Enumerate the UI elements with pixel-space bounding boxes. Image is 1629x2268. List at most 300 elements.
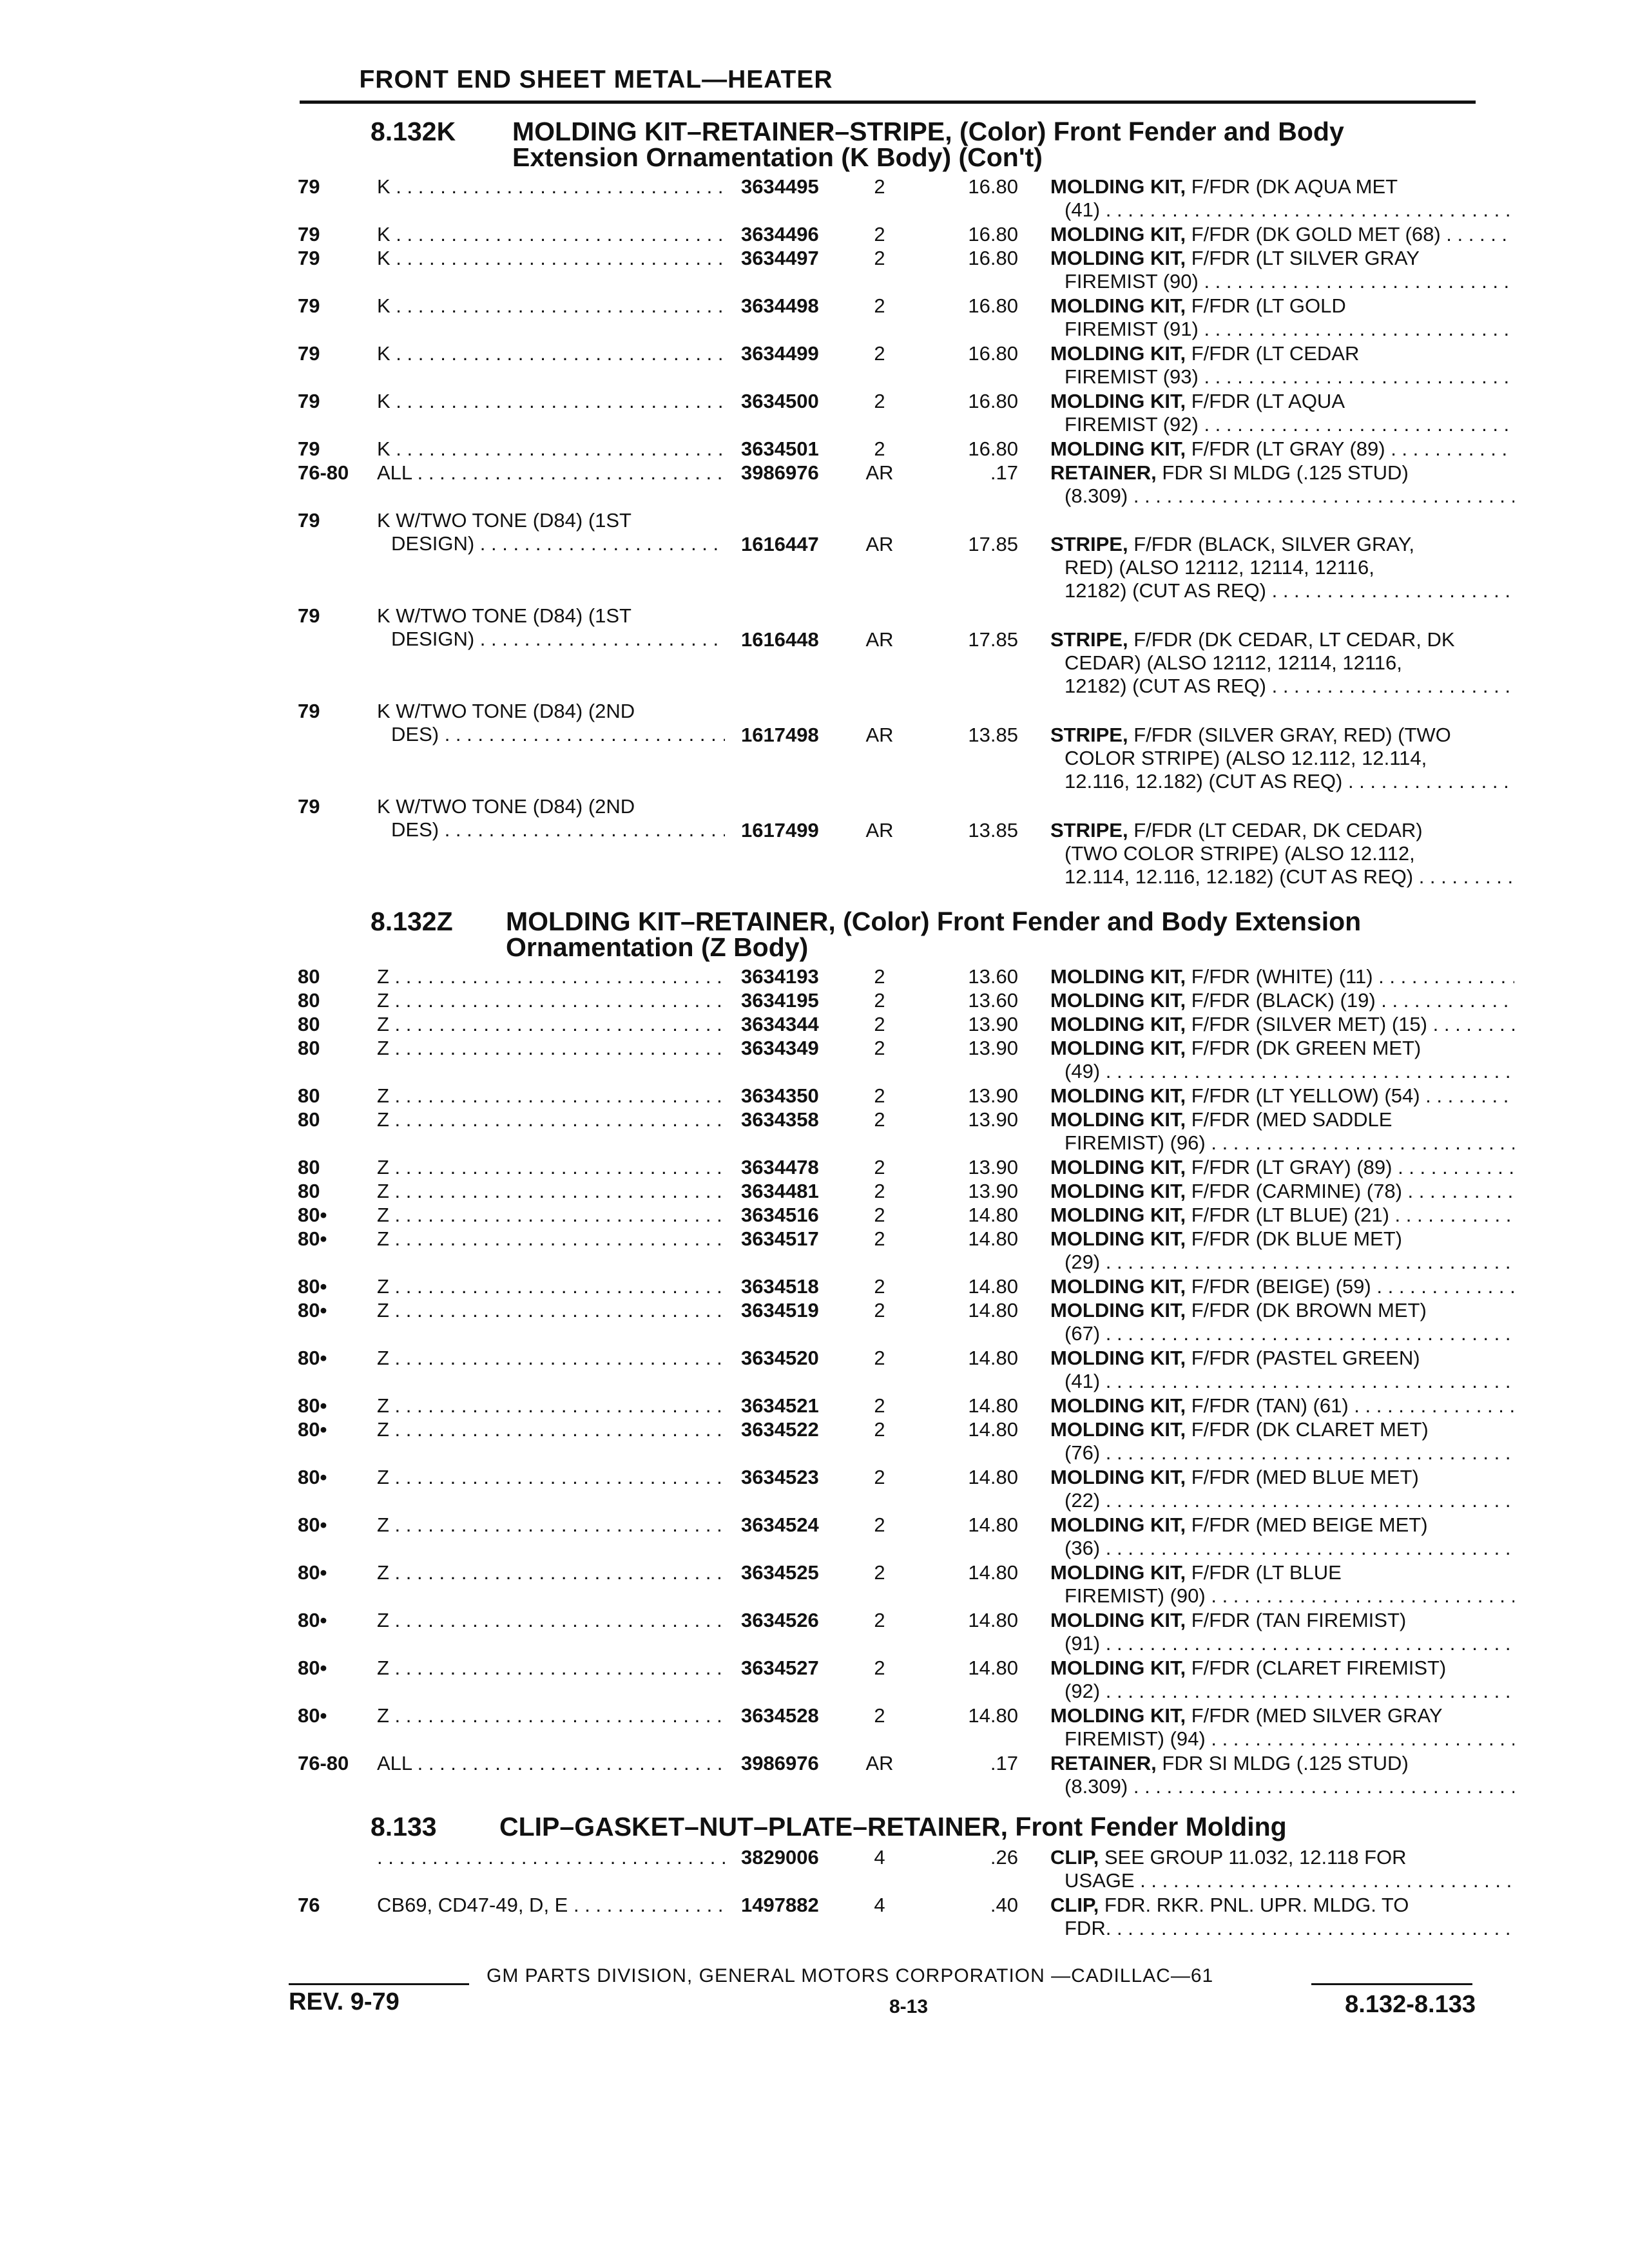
quantity-cell: 4 [874,1846,885,1869]
footer-corporation: GM PARTS DIVISION, GENERAL MOTORS CORPORATION —CADILLAC—61 [487,1965,1214,1986]
quantity-cell: 2 [874,1394,885,1417]
description-text: COLOR STRIPE) (ALSO 12.112, 12.114, [1065,747,1427,769]
description-text: (92) [1065,1680,1101,1702]
description-text: F/FDR (LT YELLOW) (54) [1186,1084,1420,1107]
model-cell [377,1227,725,1251]
quantity-cell: 4 [874,1894,885,1916]
section-title-line: CLIP–GASKET–NUT–PLATE–RETAINER, Front Fender Molding [499,1812,1287,1841]
year-cell: 76-80 [298,1752,349,1774]
price-cell: .26 [990,1846,1018,1869]
model-text: Z [377,1394,389,1417]
price-cell: 16.80 [968,175,1018,198]
leader-dots [474,532,725,555]
description-keyword: MOLDING KIT, [1050,1394,1186,1417]
price-cell: 14.80 [968,1275,1018,1298]
model-text: K [377,294,390,317]
leader-dots [1385,437,1514,460]
section-title-line: MOLDING KIT–RETAINER, (Color) Front Fender and Body Extension [506,907,1362,936]
model-cell [377,1394,725,1418]
model-cell [377,461,725,485]
description-text: FDR. RKR. PNL. UPR. MLDG. TO [1099,1894,1409,1916]
year-cell: 80• [298,1514,327,1536]
quantity-cell: 2 [874,1156,885,1178]
leader-dots [474,628,725,650]
description-cell [1050,1299,1514,1345]
leader-dots [1100,1632,1514,1655]
leader-dots [1100,1441,1514,1464]
model-cell [377,700,725,746]
part-number-cell: 1616447 [741,533,819,555]
leader-dots [412,1752,725,1774]
description-keyword: MOLDING KIT, [1050,247,1186,269]
leader-dots [1349,1394,1514,1417]
price-cell: .17 [990,1752,1018,1774]
description-keyword: MOLDING KIT, [1050,1347,1186,1369]
description-text: F/FDR (DK GOLD MET (68) [1186,223,1441,245]
description-text: F/FDR (BLACK) (19) [1186,989,1376,1012]
description-keyword: STRIPE, [1050,628,1128,651]
description-text: FIREMIST (93) [1065,365,1199,388]
section-title-line: MOLDING KIT–RETAINER–STRIPE, (Color) Front Fender and Body [512,117,1344,146]
section-title-line: Extension Ornamentation (K Body) (Con't) [512,142,1043,172]
quantity-cell: 2 [874,1180,885,1202]
part-number-cell: 3634523 [741,1466,819,1488]
description-cell [1050,294,1514,341]
year-cell: 80• [298,1275,327,1298]
description-cell [1050,1108,1514,1155]
leader-dots [1413,865,1514,888]
model-cell [377,1275,725,1298]
price-cell: .40 [990,1894,1018,1916]
quantity-cell: 2 [874,1466,885,1488]
part-number-cell: 3634522 [741,1418,819,1441]
part-number-cell: 3634498 [741,294,819,317]
part-number-cell: 3634518 [741,1275,819,1298]
model-text: K [377,437,390,460]
leader-dots [389,1657,725,1679]
description-keyword: MOLDING KIT, [1050,1704,1186,1727]
year-cell: 79 [298,795,320,818]
year-cell: 79 [298,437,320,460]
description-keyword: MOLDING KIT, [1050,223,1186,245]
quantity-cell: 2 [874,175,885,198]
price-cell: 14.80 [968,1227,1018,1250]
price-cell: 13.85 [968,819,1018,841]
description-text: FIREMIST (91) [1065,318,1199,340]
year-cell: 79 [298,247,320,269]
year-cell: 79 [298,223,320,245]
description-cell [1050,461,1514,508]
leader-dots [1371,1275,1514,1298]
leader-dots [377,1846,725,1869]
model-cell [377,247,725,270]
description-cell [1050,1418,1514,1465]
model-cell [377,1156,725,1179]
description-text: (41) [1065,1370,1101,1392]
year-cell: 79 [298,390,320,412]
leader-dots [1420,1084,1514,1107]
leader-dots [439,723,725,745]
leader-dots [390,342,725,365]
model-cell [377,989,725,1012]
quantity-cell: 2 [874,342,885,365]
price-cell: 14.80 [968,1561,1018,1584]
model-cell [377,175,725,198]
description-text: (8.309) [1065,1775,1128,1798]
model-text: Z [377,1418,389,1441]
model-cell [377,509,725,555]
header-rule [300,101,1476,104]
price-cell: 13.90 [968,1108,1018,1131]
description-cell [1050,1704,1514,1751]
section-title [506,908,1361,960]
part-number-cell: 1617498 [741,724,819,746]
year-cell: 80• [298,1418,327,1441]
quantity-cell: 2 [874,1514,885,1536]
model-text: Z [377,1180,389,1202]
description-cell [1050,1037,1514,1083]
quantity-cell: 2 [874,437,885,460]
leader-dots [439,818,725,841]
description-text: (76) [1065,1441,1101,1464]
description-text: F/FDR (DK BROWN MET) [1186,1299,1427,1321]
section-title [499,1814,1287,1840]
description-text: 12182) (CUT AS REQ) [1065,579,1266,602]
price-cell: 13.90 [968,1037,1018,1059]
description-text: SEE GROUP 11.032, 12.118 FOR [1099,1846,1407,1869]
leader-dots [390,294,725,317]
description-text: RED) (ALSO 12112, 12114, 12116, [1065,556,1374,579]
model-cell [377,1894,725,1917]
description-cell [1050,533,1514,602]
description-keyword: MOLDING KIT, [1050,390,1186,412]
description-cell [1050,819,1514,889]
model-cell [377,1037,725,1060]
part-number-cell: 3634517 [741,1227,819,1250]
description-keyword: MOLDING KIT, [1050,989,1186,1012]
description-keyword: MOLDING KIT, [1050,294,1186,317]
description-cell [1050,724,1514,793]
quantity-cell: 2 [874,1108,885,1131]
price-cell: 14.80 [968,1657,1018,1679]
price-cell: 16.80 [968,294,1018,317]
description-text: F/FDR (PASTEL GREEN) [1186,1347,1420,1369]
description-text: F/FDR (CLARET FIREMIST) [1186,1657,1447,1679]
model-text: K [377,247,390,269]
model-cell [377,965,725,988]
leader-dots [390,390,725,412]
description-text: F/FDR (LT CEDAR [1186,342,1360,365]
leader-dots [389,1466,725,1488]
model-text: Z [377,1084,389,1107]
description-keyword: STRIPE, [1050,724,1128,746]
description-text: F/FDR (LT SILVER GRAY [1186,247,1420,269]
description-text: F/FDR (DK CLARET MET) [1186,1418,1429,1441]
leader-dots [1206,1727,1514,1750]
leader-dots [1111,1917,1514,1939]
year-cell: 80• [298,1466,327,1488]
leader-dots [389,1180,725,1202]
part-number-cell: 1617499 [741,819,819,841]
description-text: (TWO COLOR STRIPE) (ALSO 12.112, [1065,842,1415,865]
model-text: Z [377,1347,389,1369]
description-text: F/FDR (DK BLUE MET) [1186,1227,1402,1250]
year-cell: 76-80 [298,461,349,484]
leader-dots [390,175,725,198]
model-text: K [377,342,390,365]
leader-dots [1199,413,1514,436]
year-cell: 80• [298,1657,327,1679]
year-cell: 76 [298,1894,320,1916]
price-cell: 16.80 [968,342,1018,365]
description-text: F/FDR (BEIGE) (59) [1186,1275,1371,1298]
description-text: F/FDR (LT BLUE [1186,1561,1342,1584]
leader-dots [1100,1680,1514,1702]
quantity-cell: 2 [874,1275,885,1298]
description-cell [1050,1752,1514,1798]
model-text: K W/TWO TONE (D84) (2ND [377,700,635,722]
part-number-cell: 3829006 [741,1846,819,1869]
model-text: Z [377,1657,389,1679]
description-text: F/FDR (LT GRAY) (89) [1186,1156,1393,1178]
year-cell: 80 [298,1084,320,1107]
description-text: F/FDR (TAN FIREMIST) [1186,1609,1407,1631]
leader-dots [389,1084,725,1107]
leader-dots [389,1108,725,1131]
model-text: Z [377,1037,389,1059]
leader-dots [389,1204,725,1226]
quantity-cell: AR [865,819,894,841]
description-keyword: MOLDING KIT, [1050,1514,1186,1536]
leader-dots [1199,318,1514,340]
description-keyword: RETAINER, [1050,1752,1157,1774]
model-text: K [377,175,390,198]
description-text: (36) [1065,1537,1101,1559]
year-cell: 80• [298,1347,327,1369]
description-keyword: CLIP, [1050,1846,1099,1869]
price-cell: 14.80 [968,1704,1018,1727]
part-number-cell: 3634528 [741,1704,819,1727]
description-text: 12.116, 12.182) (CUT AS REQ) [1065,770,1343,793]
description-keyword: MOLDING KIT, [1050,1180,1186,1202]
description-cell [1050,1204,1514,1227]
description-text: FDR SI MLDG (.125 STUD) [1156,1752,1409,1774]
footer-rule-right [1311,1983,1472,1985]
leader-dots [389,1227,725,1250]
leader-dots [1135,1869,1514,1892]
description-text: (8.309) [1065,485,1128,507]
leader-dots [389,1704,725,1727]
leader-dots [390,223,725,245]
model-text: K W/TWO TONE (D84) (2ND [377,795,635,818]
model-text: Z [377,989,389,1012]
section-title-line: Ornamentation (Z Body) [506,932,809,962]
quantity-cell: 2 [874,1299,885,1321]
part-number-cell: 3634349 [741,1037,819,1059]
description-keyword: STRIPE, [1050,533,1128,555]
model-cell [377,1514,725,1537]
quantity-cell: 2 [874,1704,885,1727]
part-number-cell: 3634478 [741,1156,819,1178]
year-cell: 79 [298,700,320,722]
price-cell: 14.80 [968,1514,1018,1536]
leader-dots [1427,1013,1514,1035]
price-cell: .17 [990,461,1018,484]
description-keyword: STRIPE, [1050,819,1128,841]
section-number: 8.132Z [371,907,453,936]
description-cell [1050,1013,1514,1036]
leader-dots [1199,365,1514,388]
model-cell [377,294,725,318]
description-cell [1050,1394,1514,1418]
part-number-cell: 3634496 [741,223,819,245]
quantity-cell: 2 [874,1037,885,1059]
model-text: ALL [377,1752,412,1774]
part-number-cell: 3634481 [741,1180,819,1202]
description-keyword: MOLDING KIT, [1050,1299,1186,1321]
description-text: F/FDR (WHITE) (11) [1186,965,1373,988]
leader-dots [390,437,725,460]
model-text: Z [377,1514,389,1536]
price-cell: 17.85 [968,628,1018,651]
description-cell [1050,1894,1514,1940]
leader-dots [389,1347,725,1369]
leader-dots [1128,1775,1514,1798]
price-cell: 16.80 [968,223,1018,245]
leader-dots [1266,675,1514,697]
description-cell [1050,1275,1514,1298]
leader-dots [568,1894,725,1916]
price-cell: 13.90 [968,1180,1018,1202]
year-cell: 80 [298,989,320,1012]
description-text: F/FDR (TAN) (61) [1186,1394,1349,1417]
price-cell: 13.60 [968,989,1018,1012]
quantity-cell: 2 [874,1561,885,1584]
leader-dots [390,247,725,269]
description-text: F/FDR (SILVER MET) (15) [1186,1013,1428,1035]
model-cell [377,1752,725,1775]
leader-dots [389,1013,725,1035]
description-keyword: MOLDING KIT, [1050,1037,1186,1059]
leader-dots [389,1037,725,1059]
quantity-cell: 2 [874,390,885,412]
leader-dots [389,1394,725,1417]
model-text: Z [377,1609,389,1631]
description-keyword: MOLDING KIT, [1050,1156,1186,1178]
quantity-cell: 2 [874,1418,885,1441]
part-number-cell: 1497882 [741,1894,819,1916]
description-text: F/FDR (BLACK, SILVER GRAY, [1128,533,1415,555]
year-cell: 80• [298,1299,327,1321]
description-text: FIREMIST (92) [1065,413,1199,436]
model-text: DESIGN) [391,532,475,555]
part-number-cell: 3634516 [741,1204,819,1226]
quantity-cell: 2 [874,1347,885,1369]
description-text: 12182) (CUT AS REQ) [1065,675,1266,697]
part-number-cell: 3634526 [741,1609,819,1631]
model-cell [377,437,725,461]
quantity-cell: AR [865,461,894,484]
part-number-cell: 3634501 [741,437,819,460]
description-text: F/FDR (MED SADDLE [1186,1108,1393,1131]
description-keyword: MOLDING KIT, [1050,437,1186,460]
leader-dots [1206,1584,1514,1607]
description-keyword: CLIP, [1050,1894,1099,1916]
quantity-cell: 2 [874,294,885,317]
quantity-cell: AR [865,724,894,746]
part-number-cell: 3634527 [741,1657,819,1679]
model-text: CB69, CD47-49, D, E [377,1894,568,1916]
model-text: K [377,390,390,412]
footer-page-number: 8-13 [889,1996,929,2017]
description-text: (67) [1065,1322,1101,1345]
description-cell [1050,1609,1514,1655]
description-cell [1050,175,1514,222]
model-text: Z [377,1013,389,1035]
quantity-cell: 2 [874,1013,885,1035]
model-cell [377,1204,725,1227]
description-keyword: MOLDING KIT, [1050,1013,1186,1035]
price-cell: 14.80 [968,1299,1018,1321]
price-cell: 17.85 [968,533,1018,555]
model-text: Z [377,1108,389,1131]
model-text: K [377,223,390,245]
description-text: FIREMIST) (96) [1065,1131,1206,1154]
part-number-cell: 3634358 [741,1108,819,1131]
description-cell [1050,223,1514,246]
part-number-cell: 3634519 [741,1299,819,1321]
model-cell [377,1418,725,1441]
leader-dots [389,1561,725,1584]
year-cell: 80• [298,1609,327,1631]
description-text: F/FDR (CARMINE) (78) [1186,1180,1402,1202]
description-cell [1050,342,1514,389]
leader-dots [389,1299,725,1321]
quantity-cell: AR [865,533,894,555]
model-text: K W/TWO TONE (D84) (1ST [377,509,631,532]
leader-dots [1373,965,1514,988]
part-number-cell: 3634193 [741,965,819,988]
model-text: Z [377,1156,389,1178]
part-number-cell: 3634520 [741,1347,819,1369]
description-cell [1050,1084,1514,1108]
leader-dots [1100,1489,1514,1512]
price-cell: 16.80 [968,390,1018,412]
description-text: (41) [1065,198,1101,221]
description-keyword: MOLDING KIT, [1050,1418,1186,1441]
description-text: 12.114, 12.116, 12.182) (CUT AS REQ) [1065,865,1414,888]
quantity-cell: 2 [874,965,885,988]
price-cell: 16.80 [968,437,1018,460]
model-text: Z [377,965,389,988]
part-number-cell: 3986976 [741,461,819,484]
year-cell: 80 [298,1180,320,1202]
quantity-cell: 2 [874,1609,885,1631]
price-cell: 13.60 [968,965,1018,988]
year-cell: 80 [298,1037,320,1059]
description-keyword: MOLDING KIT, [1050,1108,1186,1131]
description-text: USAGE [1065,1869,1135,1892]
part-number-cell: 3634497 [741,247,819,269]
year-cell: 80• [298,1394,327,1417]
model-text: DES) [391,818,439,841]
model-cell [377,1108,725,1131]
model-text: DESIGN) [391,628,475,650]
quantity-cell: 2 [874,989,885,1012]
year-cell: 79 [298,342,320,365]
description-keyword: MOLDING KIT, [1050,342,1186,365]
description-cell [1050,1156,1514,1179]
